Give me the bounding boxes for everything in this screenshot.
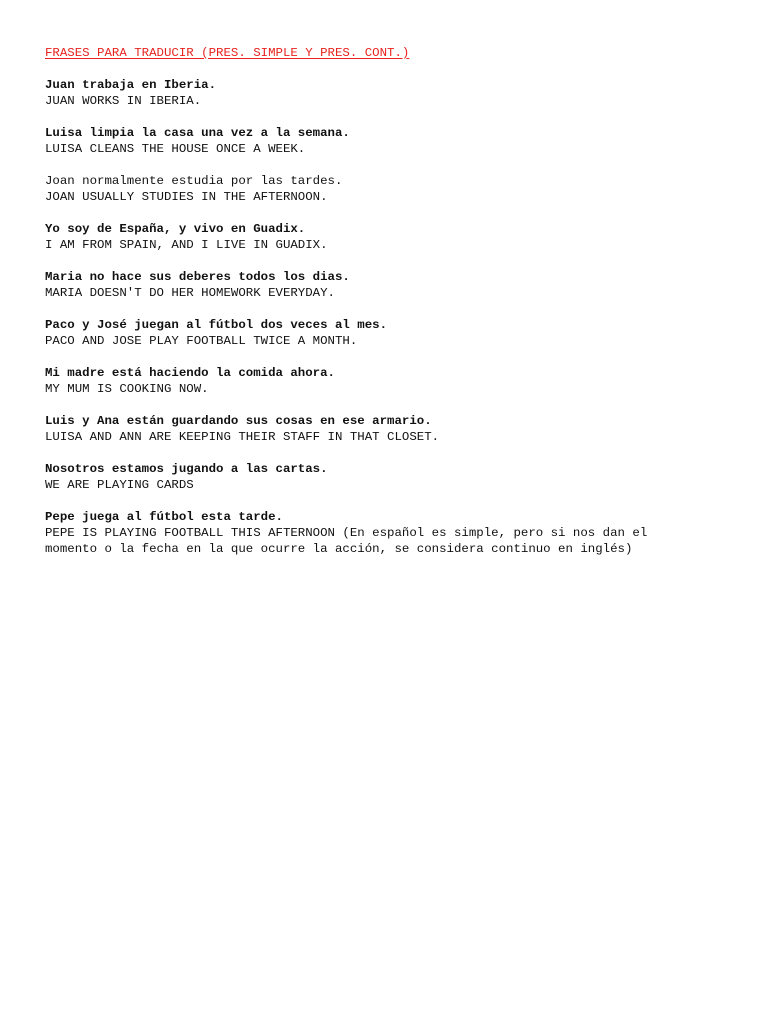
english-translation: LUISA CLEANS THE HOUSE ONCE A WEEK. <box>45 142 306 156</box>
spanish-sentence: Joan normalmente estudia por las tardes. <box>45 174 343 188</box>
spanish-sentence: Luis y Ana están guardando sus cosas en ese armario. <box>45 414 432 428</box>
sentence-pair-7 <box>45 365 745 397</box>
english-translation: PACO AND JOSE PLAY FOOTBALL TWICE A MONTH. <box>45 334 358 348</box>
spanish-sentence: Paco y José juegan al fútbol dos veces al mes. <box>45 318 388 332</box>
sentence-pair-3 <box>45 173 745 205</box>
sentence-pair-6 <box>45 317 745 349</box>
spanish-sentence: Yo soy de España, y vivo en Guadix. <box>45 222 306 236</box>
spanish-sentence: Maria no hace sus deberes todos los dias. <box>45 270 350 284</box>
spanish-sentence: Mi madre está haciendo la comida ahora. <box>45 366 335 380</box>
english-translation: MARIA DOESN'T DO HER HOMEWORK EVERYDAY. <box>45 286 335 300</box>
spanish-sentence: Nosotros estamos jugando a las cartas. <box>45 462 328 476</box>
english-translation: MY MUM IS COOKING NOW. <box>45 382 209 396</box>
english-translation: I AM FROM SPAIN, AND I LIVE IN GUADIX. <box>45 238 328 252</box>
english-translation: JUAN WORKS IN IBERIA. <box>45 94 202 108</box>
english-translation: PEPE IS PLAYING FOOTBALL THIS AFTERNOON (En español es simple, pero si nos dan el momento o la fecha en la que ocurre la acción, se considera continuo en inglés) <box>45 526 648 556</box>
spanish-sentence: Juan trabaja en Iberia. <box>45 78 217 92</box>
english-translation: LUISA AND ANN ARE KEEPING THEIR STAFF IN THAT CLOSET. <box>45 430 440 444</box>
english-translation: WE ARE PLAYING CARDS <box>45 478 194 492</box>
sentence-pair-1 <box>45 77 745 109</box>
sentence-pair-8 <box>45 413 745 445</box>
sentence-pair-5 <box>45 269 745 301</box>
sentence-pair-2 <box>45 125 745 157</box>
spanish-sentence: Pepe juega al fútbol esta tarde. <box>45 510 283 524</box>
english-translation: JOAN USUALLY STUDIES IN THE AFTERNOON. <box>45 190 328 204</box>
spanish-sentence: Luisa limpia la casa una vez a la semana. <box>45 126 350 140</box>
sentence-pair-9 <box>45 461 745 493</box>
document-heading: FRASES PARA TRADUCIR (PRES. SIMPLE Y PRES. CONT.) <box>45 46 410 60</box>
sentence-pair-4 <box>45 221 745 253</box>
document-page <box>45 45 745 573</box>
sentence-pair-10 <box>45 509 745 557</box>
